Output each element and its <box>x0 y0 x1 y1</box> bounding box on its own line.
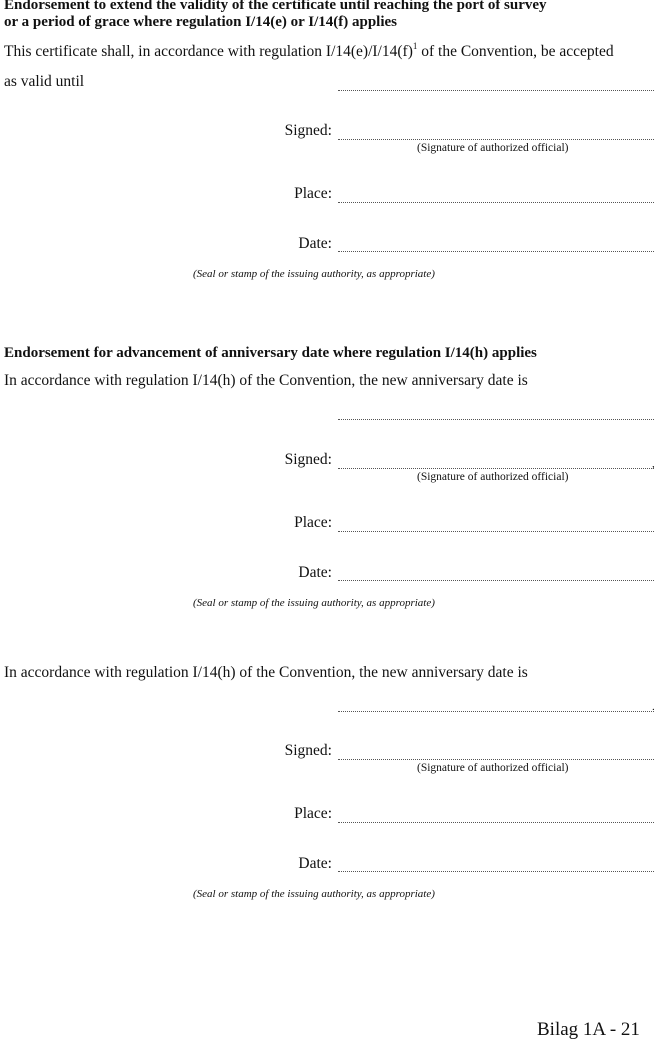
valid-until-field[interactable] <box>338 90 654 91</box>
section1-signature-caption: (Signature of authorized official) <box>417 142 569 154</box>
section3-date-trailing: . <box>652 701 655 713</box>
section2-date-label: Date: <box>298 564 332 581</box>
section2-anniversary-date-field[interactable] <box>338 419 654 420</box>
section2-place-label: Place: <box>294 514 332 531</box>
section3-signed-label: Signed: <box>284 742 332 759</box>
page-number: Bilag 1A - 21 <box>537 1019 640 1040</box>
section1-place-label: Place: <box>294 185 332 202</box>
section2-signature-caption: (Signature of authorized official) <box>417 471 569 483</box>
section2-seal-caption: (Seal or stamp of the issuing authority, as appropriate) <box>193 597 435 609</box>
section3-place-label: Place: <box>294 805 332 822</box>
section2-signed-label: Signed: <box>284 451 332 468</box>
section3-anniversary-date-field[interactable] <box>338 711 654 712</box>
section1-heading-line2: or a period of grace where regulation I/14(e) or I/14(f) applies <box>4 14 398 30</box>
section3-place-field[interactable] <box>338 822 654 823</box>
section3-body: In accordance with regulation I/14(h) of the Convention, the new anniversary date is <box>4 664 528 681</box>
section3-date-field[interactable] <box>338 871 654 872</box>
section1-body-text-cont: of the Convention, be accepted <box>417 43 614 60</box>
section1-body-line2: as valid until <box>4 73 85 90</box>
section1-place-field[interactable] <box>338 202 654 203</box>
section1-date-field[interactable] <box>338 251 654 252</box>
section3-signature-caption: (Signature of authorized official) <box>417 762 569 774</box>
section3-signed-field[interactable] <box>338 759 654 760</box>
section1-heading-line1: Endorsement to extend the validity of the certificate until reaching the port of survey <box>4 0 547 13</box>
section1-date-label: Date: <box>298 235 332 252</box>
section1-signed-label: Signed: <box>284 122 332 139</box>
section1-seal-caption: (Seal or stamp of the issuing authority, as appropriate) <box>193 268 435 280</box>
section2-heading: Endorsement for advancement of anniversary date where regulation I/14(h) applies <box>4 345 537 361</box>
section1-body-text: This certificate shall, in accordance with regulation I/14(e)/I/14(f) <box>4 43 413 60</box>
section2-date-field[interactable] <box>338 580 654 581</box>
section3-seal-caption: (Seal or stamp of the issuing authority, as appropriate) <box>193 888 435 900</box>
section3-date-label: Date: <box>298 855 332 872</box>
section1-signed-field[interactable] <box>338 139 654 140</box>
footnote-ref: 1 <box>412 41 418 51</box>
section2-body: In accordance with regulation I/14(h) of the Convention, the new anniversary date is <box>4 372 528 389</box>
section1-body-line1 <box>4 43 614 61</box>
section2-signed-trailing: , <box>652 458 655 470</box>
section2-place-field[interactable] <box>338 531 654 532</box>
section2-signed-field[interactable] <box>338 468 654 469</box>
